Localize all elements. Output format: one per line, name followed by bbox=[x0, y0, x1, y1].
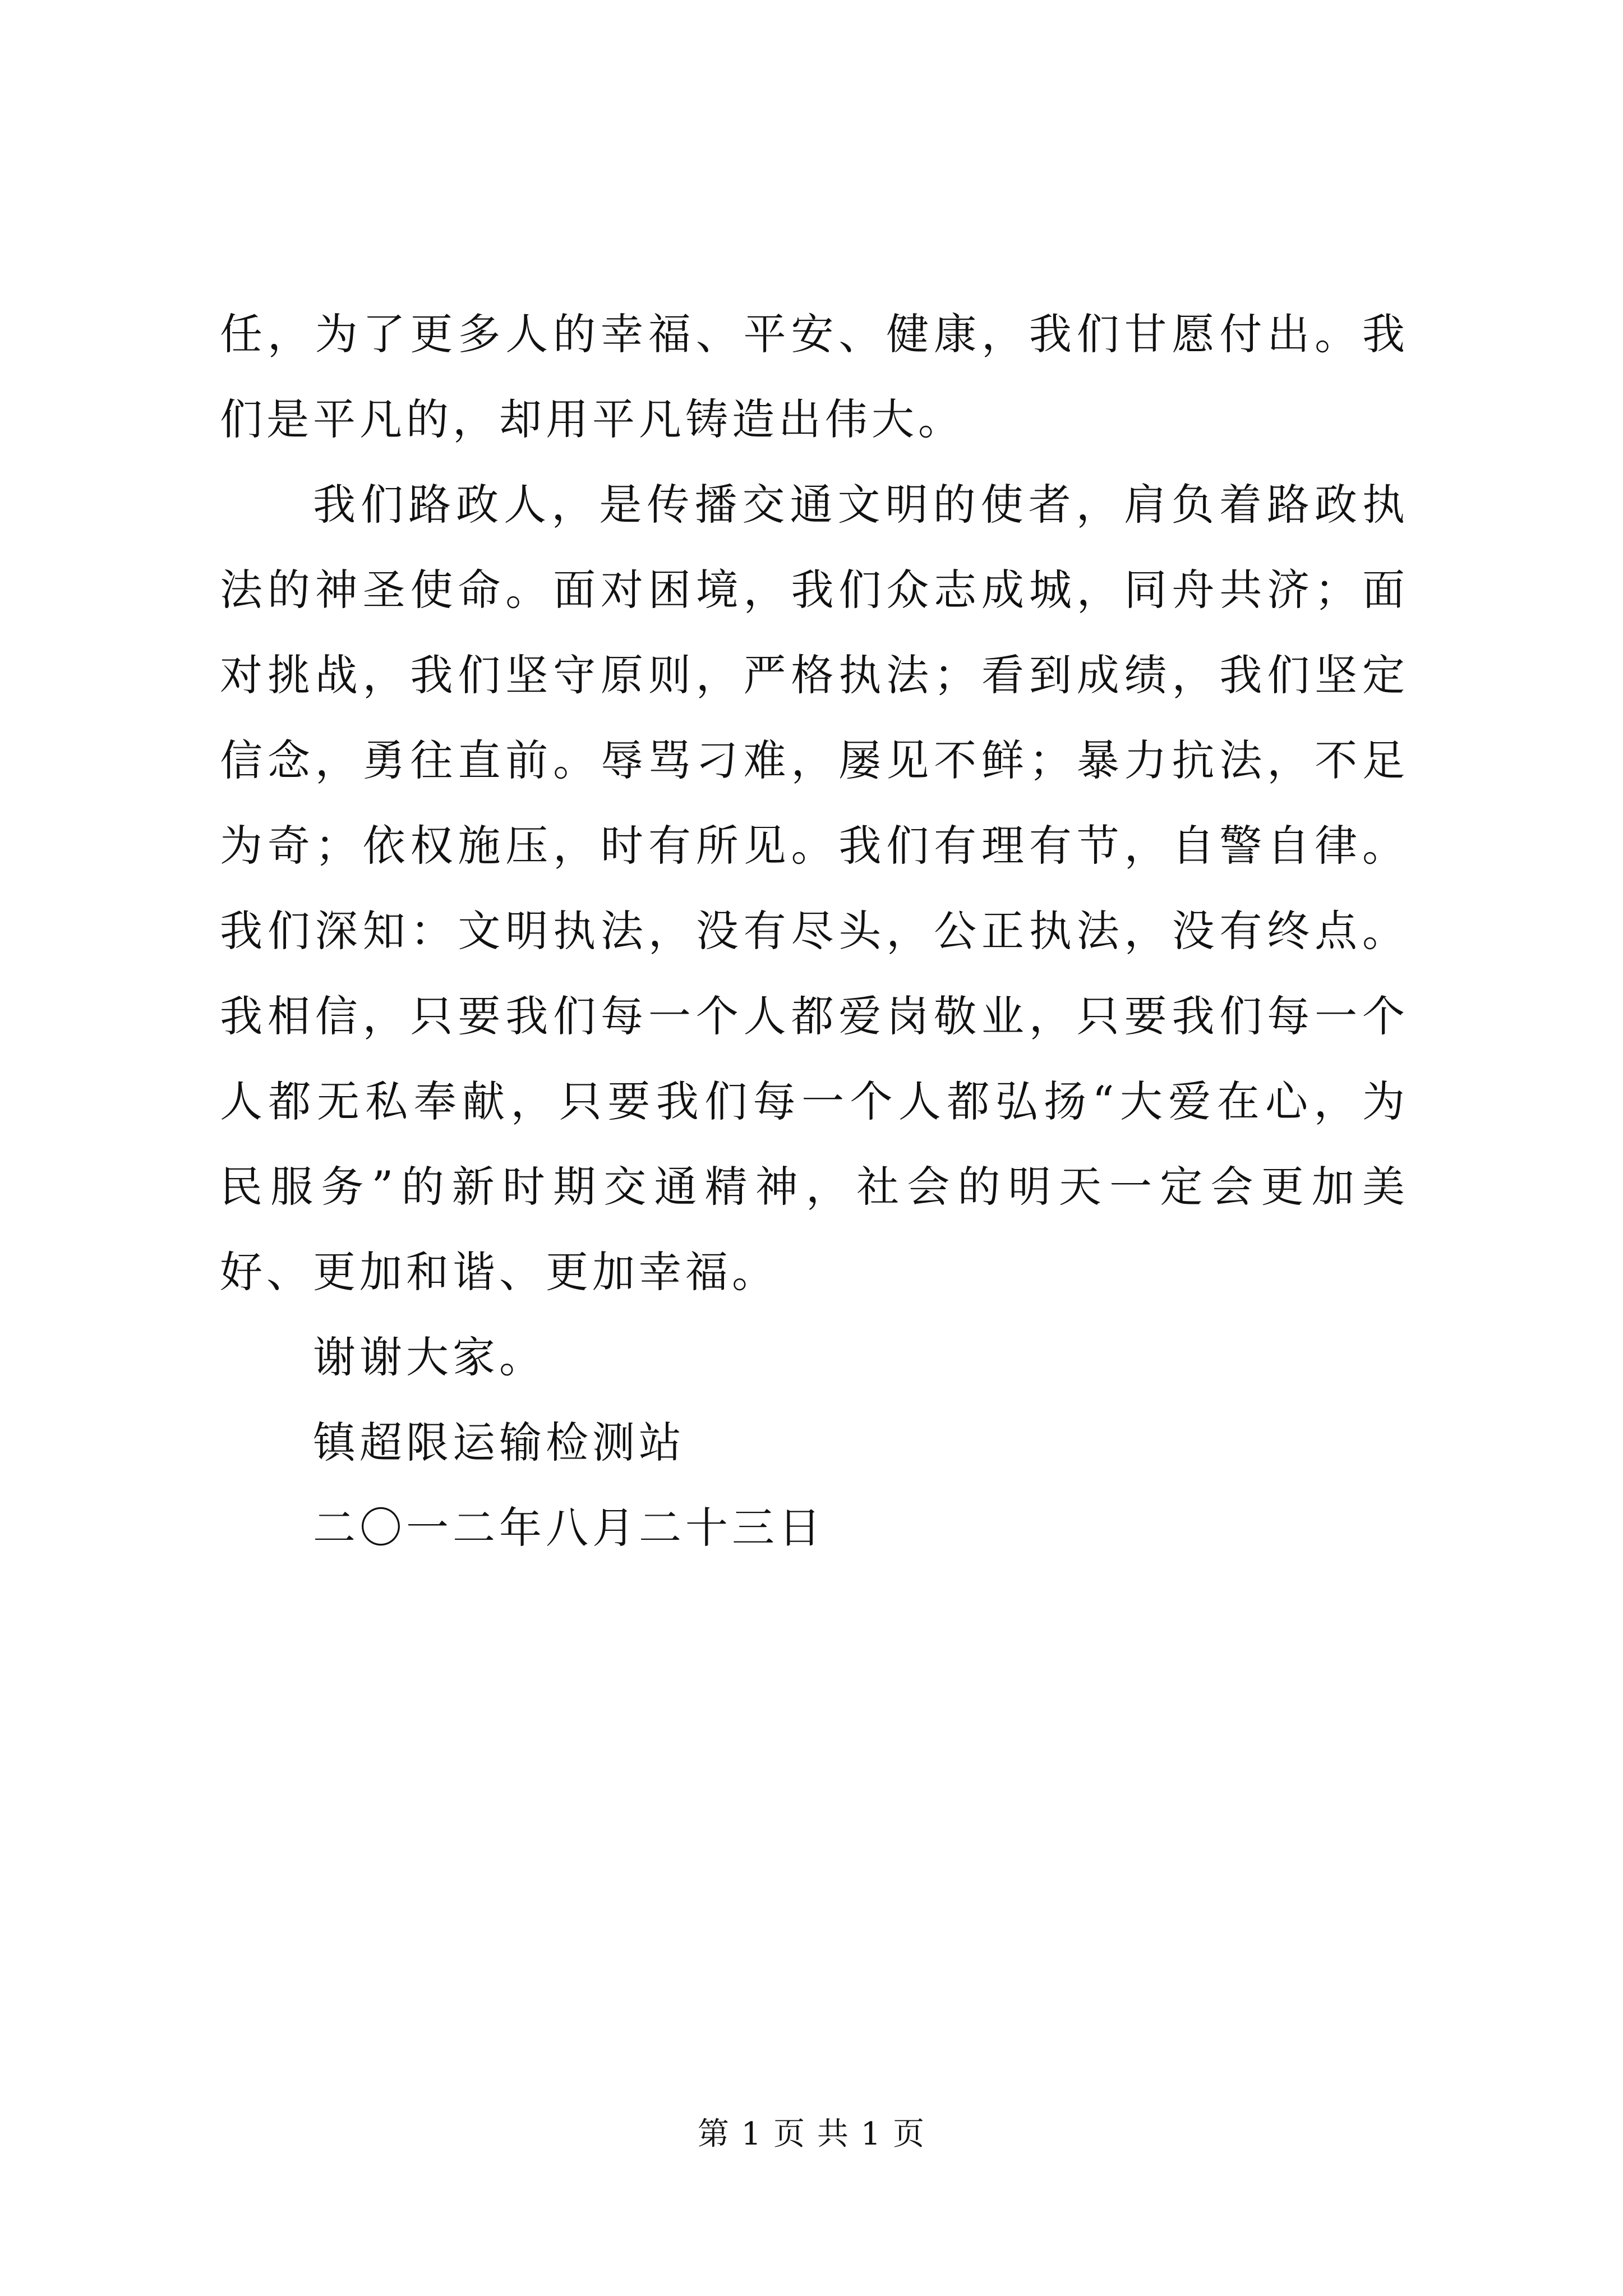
document-body bbox=[220, 292, 1409, 1571]
paragraph-continuation: 任，为了更多人的幸福、平安、健康，我们甘愿付出。我们是平凡的，却用平凡铸造出伟大。 bbox=[220, 309, 1409, 444]
signature-date: 二〇一二年八月二十三日 bbox=[313, 1503, 825, 1553]
signature-organization: 镇超限运输检测站 bbox=[313, 1418, 685, 1467]
paragraph-main: 我们路政人，是传播交通文明的使者，肩负着路政执法的神圣使命。面对困境，我们众志成城，同舟共济；面对挑战，我们坚守原则，严格执法；看到成绩，我们坚定信念，勇往直前。辱骂刁难，屡见不鲜；暴力抗法，不足为奇；依权施压，时有所见。我们有理有节，自警自律。我们深知：文明执法，没有尽头，公正执法，没有终点。我相信，只要我们每一个人都爱岗敬业，只要我们每一个人都无私奉献，只要我们每一个人都弘扬“大爱在心，为民服务”的新时期交通精神，社会的明天一定会更加美好、更加和谐、更加幸福。 bbox=[220, 480, 1409, 1297]
page-number-footer: 第 1 页 共 1 页 bbox=[697, 2116, 926, 2152]
closing-line: 谢谢大家。 bbox=[313, 1332, 546, 1382]
